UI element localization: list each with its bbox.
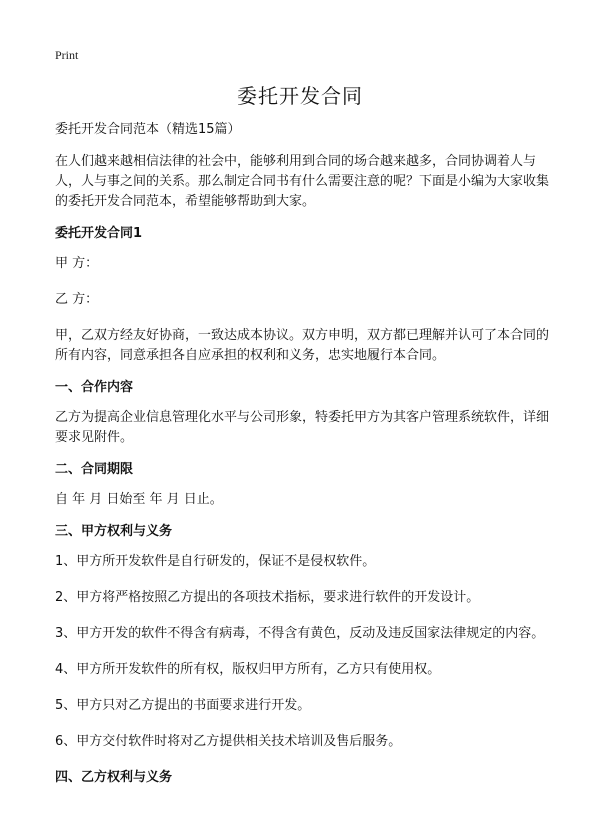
- list-item: 2、甲方将严格按照乙方提出的各项技术指标，要求进行软件的开发设计。: [55, 590, 480, 605]
- list-item: 6、甲方交付软件时将对乙方提供相关技术培训及售后服务。: [55, 734, 402, 749]
- party-a-line: 甲 方：: [55, 256, 99, 271]
- section-heading-party-a-rights: 三、甲方权利与义务: [55, 524, 173, 539]
- agreement-paragraph: 甲，乙双方经友好协商，一致达成本协议。双方申明，双方都已理解并认可了本合同的所有内容，同意承担各自应承担的权利和义务，忠实地履行本合同。: [55, 328, 550, 363]
- section-text-term: 自 年 月 日始至 年 月 日止。: [55, 492, 223, 507]
- intro-paragraph: 在人们越来越相信法律的社会中，能够利用到合同的场合越来越多，合同协调着人与人，人与事之间的关系。那么制定合同书有什么需要注意的呢？下面是小编为大家收集的委托开发合同范本，希望能够帮助到大家。: [55, 154, 550, 209]
- list-item: 5、甲方只对乙方提出的书面要求进行开发。: [55, 698, 311, 713]
- section-heading-party-b-rights: 四、乙方权利与义务: [55, 770, 173, 785]
- contract-heading: 委托开发合同1: [55, 226, 143, 241]
- party-b-line: 乙 方：: [55, 292, 99, 307]
- list-item: 4、甲方所开发软件的所有权，版权归甲方所有，乙方只有使用权。: [55, 662, 441, 677]
- section-text-cooperation: 乙方为提高企业信息管理化水平与公司形象，特委托甲方为其客户管理系统软件，详细要求见附件。: [55, 410, 550, 445]
- list-item: 1、甲方所开发软件是自行研发的，保证不是侵权软件。: [55, 554, 376, 569]
- section-heading-cooperation: 一、合作内容: [55, 380, 134, 395]
- print-link[interactable]: Print: [55, 48, 79, 62]
- document-body: [55, 120, 550, 798]
- section-heading-term: 二、合同期限: [55, 462, 134, 477]
- document-subtitle: 委托开发合同范本（精选15篇）: [55, 122, 241, 137]
- page-title: 委托开发合同: [237, 84, 363, 108]
- list-item: 3、甲方开发的软件不得含有病毒，不得含有黄色，反动及违反国家法律规定的内容。: [55, 626, 545, 641]
